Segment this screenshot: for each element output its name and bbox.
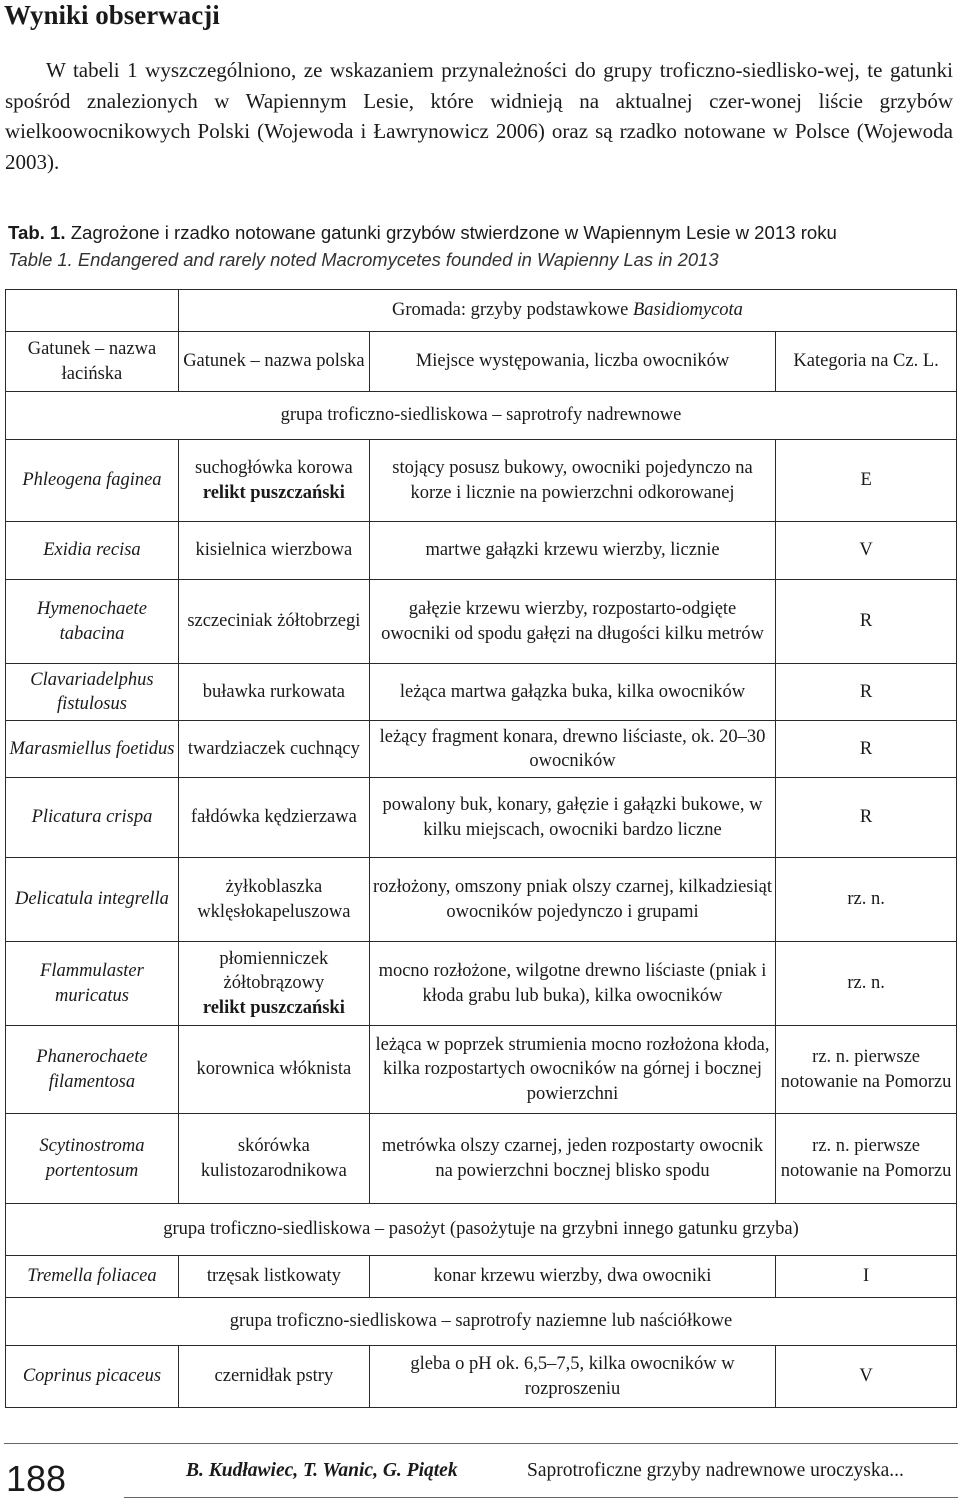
species-latin: Plicatura crispa <box>6 778 179 858</box>
division-latin: Basidiomycota <box>632 300 743 321</box>
species-polish-cell <box>178 1346 369 1408</box>
species-polish-cell <box>178 942 369 1026</box>
table-caption-label: Tab. 1. <box>8 222 66 243</box>
species-polish-cell <box>178 778 369 858</box>
species-polish: żyłkoblaszka wklęsłokapeluszowa <box>197 877 351 922</box>
red-list-category: R <box>776 721 957 778</box>
page-number: 188 <box>6 1458 67 1499</box>
occurrence-place: leżąca w poprzek strumienia mocno rozłożona kłoda, kilka rozpostartych owocników na górnej i bocznej powierzchni <box>369 1026 775 1114</box>
division-row <box>6 290 957 332</box>
red-list-category: R <box>776 664 957 721</box>
species-polish-cell <box>178 522 369 580</box>
occurrence-place: gleba o pH ok. 6,5–7,5, kilka owocników w rozproszeniu <box>369 1346 775 1408</box>
relict-note: relikt puszczański <box>202 997 345 1018</box>
occurrence-place: rozłożony, omszony pniak olszy czarnej, kilkadziesiąt owocników pojedynczo i grupami <box>369 858 775 942</box>
species-polish: skórówka kulistozarodnikowa <box>200 1136 347 1181</box>
division-text: Gromada: grzyby podstawkowe <box>392 300 633 321</box>
table-caption-en: Table 1. Endangered and rarely noted Macromycetes founded in Wapienny Las in 2013 <box>8 249 719 270</box>
group-row <box>6 1204 957 1256</box>
footer-authors: B. Kudławiec, T. Wanic, G. Piątek <box>186 1460 458 1481</box>
table-caption <box>8 222 953 244</box>
red-list-category: rz. n. pierwsze notowanie na Pomorzu <box>776 1026 957 1114</box>
species-latin: Hymenochaete tabacina <box>6 580 179 664</box>
occurrence-place: stojący posusz bukowy, owocniki pojedynczo na korze i licznie na powierzchni odkorowanej <box>369 440 775 522</box>
red-list-category: rz. n. <box>776 942 957 1026</box>
occurrence-place: metrówka olszy czarnej, jeden rozpostarty owocnik na powierzchni bocznej blisko spodu <box>369 1114 775 1204</box>
species-polish: szczeciniak żółtobrzegi <box>187 611 361 632</box>
red-list-category: E <box>776 440 957 522</box>
species-latin: Phleogena faginea <box>6 440 179 522</box>
group-name: grupa troficzno-siedliskowa – pasożyt (pasożytuje na grzybni innego gatunku grzyba) <box>6 1204 957 1256</box>
header-place: Miejsce występowania, liczba owocników <box>369 332 775 392</box>
header-latin: Gatunek – nazwa łacińska <box>6 332 179 392</box>
table-row <box>6 664 957 721</box>
species-polish-cell <box>178 1114 369 1204</box>
table-row <box>6 858 957 942</box>
red-list-category: V <box>776 522 957 580</box>
occurrence-place: leżąca martwa gałązka buka, kilka owocników <box>369 664 775 721</box>
species-polish: płomienniczek żółtobrązowy <box>219 948 329 994</box>
occurrence-place: gałęzie krzewu wierzby, rozpostarto-odgięte owocniki od spodu gałęzi na długości kilku metrów <box>369 580 775 664</box>
table-row <box>6 942 957 1026</box>
species-polish-cell <box>178 664 369 721</box>
red-list-category: V <box>776 1346 957 1408</box>
footer-divider-bottom <box>124 1497 958 1498</box>
species-latin: Scytinostroma portentosum <box>6 1114 179 1204</box>
group-row <box>6 1298 957 1346</box>
table-row <box>6 440 957 522</box>
table-row <box>6 522 957 580</box>
species-polish-cell <box>178 580 369 664</box>
footer-divider <box>4 1443 958 1444</box>
table-row <box>6 778 957 858</box>
table-caption-text: Zagrożone i rzadko notowane gatunki grzybów stwierdzone w Wapiennym Lesie w 2013 roku <box>70 222 837 243</box>
species-polish: trzęsak listkowaty <box>206 1266 341 1287</box>
species-polish-cell <box>178 721 369 778</box>
group-name: grupa troficzno-siedliskowa – saprotrofy nadrewnowe <box>6 392 957 440</box>
species-latin: Coprinus picaceus <box>6 1346 179 1408</box>
red-list-category: I <box>776 1256 957 1298</box>
occurrence-place: martwe gałązki krzewu wierzby, licznie <box>369 522 775 580</box>
division-cell <box>178 290 956 332</box>
species-polish: korownica włóknista <box>196 1059 352 1080</box>
occurrence-place: leżący fragment konara, drewno liściaste, ok. 20–30 owocników <box>369 721 775 778</box>
footer-running-title: Saprotroficzne grzyby nadrewnowe uroczyska... <box>527 1460 904 1481</box>
species-latin: Phanerochaete filamentosa <box>6 1026 179 1114</box>
table-row <box>6 721 957 778</box>
red-list-category: R <box>776 778 957 858</box>
red-list-category: rz. n. <box>776 858 957 942</box>
species-polish: czernidłak pstry <box>214 1366 334 1387</box>
red-list-category: R <box>776 580 957 664</box>
species-latin: Clavariadelphus fistulosus <box>6 664 179 721</box>
table-row <box>6 1346 957 1408</box>
species-polish: fałdówka kędzierzawa <box>190 807 357 828</box>
relict-note: relikt puszczański <box>202 482 345 503</box>
occurrence-place: mocno rozłożone, wilgotne drewno liściaste (pniak i kłoda grabu lub buka), kilka owocników <box>369 942 775 1026</box>
species-latin: Marasmiellus foetidus <box>6 721 179 778</box>
species-latin: Exidia recisa <box>6 522 179 580</box>
group-name: grupa troficzno-siedliskowa – saprotrofy naziemne lub naściółkowe <box>6 1298 957 1346</box>
species-polish-cell <box>178 1026 369 1114</box>
species-polish-cell <box>178 440 369 522</box>
intro-text: W tabeli 1 wyszczególniono, ze wskazaniem przynależności do grupy troficzno-siedlisko-wej, te gatunki spośród znalezionych w Wapiennym Lesie, które widnieją na aktualnej czer-wonej liście grzybów wielkoowocnikowych Polski (Wojewoda i Ławrynowicz 2006) oraz są rzadko notowane w Polsce (Wojewoda 2003). <box>5 58 953 174</box>
intro-paragraph <box>5 55 953 177</box>
red-list-category: rz. n. pierwsze notowanie na Pomorzu <box>776 1114 957 1204</box>
species-polish: suchogłówka korowa <box>195 458 353 478</box>
header-category: Kategoria na Cz. L. <box>776 332 957 392</box>
species-table <box>5 289 957 1408</box>
header-polish: Gatunek – nazwa polska <box>178 332 369 392</box>
species-latin: Delicatula integrella <box>6 858 179 942</box>
species-polish-cell <box>178 1256 369 1298</box>
header-row <box>6 332 957 392</box>
table-row <box>6 580 957 664</box>
species-polish: twardziaczek cuchnący <box>187 738 360 759</box>
table-row <box>6 1026 957 1114</box>
species-latin: Tremella foliacea <box>6 1256 179 1298</box>
table-row <box>6 1256 957 1298</box>
species-polish: buławka rurkowata <box>202 681 346 702</box>
species-latin: Flammulaster muricatus <box>6 942 179 1026</box>
table-row <box>6 1114 957 1204</box>
occurrence-place: konar krzewu wierzby, dwa owocniki <box>369 1256 775 1298</box>
species-polish: kisielnica wierzbowa <box>195 540 353 561</box>
occurrence-place: powalony buk, konary, gałęzie i gałązki bukowe, w kilku miejscach, owocniki bardzo liczne <box>369 778 775 858</box>
species-polish-cell <box>178 858 369 942</box>
section-title: Wyniki obserwacji <box>4 0 220 30</box>
group-row <box>6 392 957 440</box>
